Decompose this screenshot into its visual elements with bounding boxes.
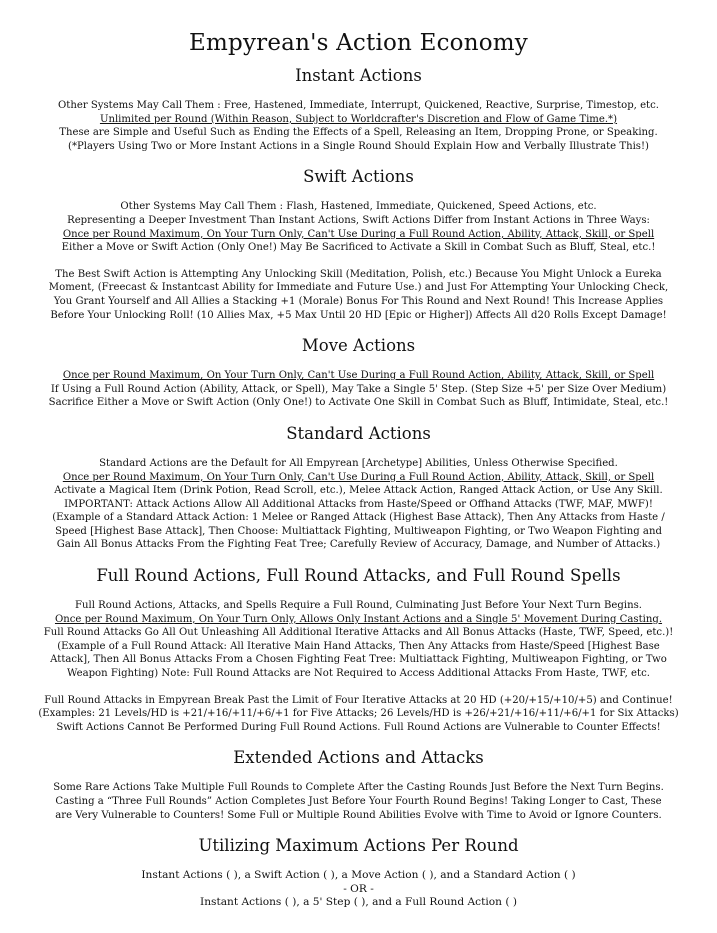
extended-actions-line-3: are Very Vulnerable to Counters! Some Full or Multiple Round Abilities Evolve with Time to Avoid or Ignore Counters. <box>55 809 662 821</box>
utilizing-option-1: Instant Actions ( ), a Swift Action ( ), a Move Action ( ), and a Standard Action ( ) <box>141 869 576 882</box>
instant-actions-line-4: (*Players Using Two or More Instant Actions in a Single Round Should Explain How and Verbally Illustrate This!) <box>68 140 649 152</box>
move-actions-line-1: Once per Round Maximum, On Your Turn Only, Can't Use During a Full Round Action, Ability, Attack, Skill, or Spell <box>62 370 655 382</box>
swift-actions-line-2: Representing a Deeper Investment Than Instant Actions, Swift Actions Differ from Instant Actions in Three Ways: <box>67 214 650 226</box>
extended-actions-section <box>26 748 691 822</box>
full-round-line-5: Attack], Then All Bonus Attacks From a Chosen Fighting Feat Tree: Multiattack Fighting, Multiweapon Fighting, or Two <box>50 654 667 666</box>
move-actions-heading: Move Actions <box>301 336 416 356</box>
standard-actions-line-3: Activate a Magical Item (Drink Potion, Read Scroll, etc.), Melee Attack Action, Ranged Attack Action, or Use Any Skill. <box>54 485 663 497</box>
swift-actions-line-1: Other Systems May Call Them : Flash, Hastened, Immediate, Quickened, Speed Actions, etc. <box>120 201 597 213</box>
move-actions-section <box>26 336 691 410</box>
extended-actions-line-2: Casting a “Three Full Rounds” Action Completes Just Before Your Fourth Round Begins! Taking Longer to Cast, These <box>55 796 662 807</box>
full-round-line-4: (Example of a Full Round Attack: All Iterative Main Hand Attacks, Then Any Attacks from Haste/Speed [Highest Base <box>57 640 660 652</box>
utilizing-option-2: Instant Actions ( ), a 5' Step ( ), and a Full Round Action ( ) <box>200 896 517 909</box>
standard-actions-line-2: Once per Round Maximum, On Your Turn Only, Can't Use During a Full Round Action, Ability, Attack, Skill, or Spell <box>62 471 655 483</box>
full-round-line-3: Full Round Attacks Go All Out Unleashing All Additional Iterative Attacks and All Bonus Attacks (Haste, TWF, Speed, etc.)! <box>43 627 674 639</box>
swift-actions-para2-line-2: Moment, (Freecast & Instantcast Ability for Immediate and Future Use.) and Just For Attempting Your Unlocking Check, <box>48 282 669 294</box>
full-round-section <box>26 566 691 734</box>
instant-actions-line-2: Unlimited per Round (Within Reason, Subject to Worldcrafter's Discretion and Flow of Game Time.*) <box>99 113 618 125</box>
swift-actions-heading: Swift Actions <box>303 167 414 187</box>
instant-actions-line-3: These are Simple and Useful Such as Ending the Effects of a Spell, Releasing an Item, Dropping Prone, or Speaking. <box>59 127 658 139</box>
standard-actions-line-5: (Example of a Standard Attack Action: 1 Melee or Ranged Attack (Highest Base Attack), Then Any Attacks from Haste / <box>52 512 665 524</box>
instant-actions-section <box>26 66 691 153</box>
page-title: Empyrean's Action Economy <box>189 30 528 56</box>
swift-actions-line-3: Once per Round Maximum, On Your Turn Only, Can't Use During a Full Round Action, Ability, Attack, Skill, or Spell <box>62 228 655 240</box>
full-round-line-1: Full Round Actions, Attacks, and Spells Require a Full Round, Culminating Just Before Your Next Turn Begins. <box>75 600 642 612</box>
full-round-para2-line-2: (Examples: 21 Levels/HD is +21/+16/+11/+6/+1 for Five Attacks; 26 Levels/HD is +26/+21/+16/+11/+6/+1 for Six Attacks) <box>38 708 679 720</box>
swift-actions-para2-line-1: The Best Swift Action is Attempting Any Unlocking Skill (Meditation, Polish, etc.) Because You Might Unlock a Eureka <box>55 268 662 280</box>
utilizing-max-actions-heading: Utilizing Maximum Actions Per Round <box>198 836 519 856</box>
utilizing-max-actions-section <box>26 836 691 910</box>
swift-actions-para2-line-3: You Grant Yourself and All Allies a Stacking +1 (Morale) Bonus For This Round and Next Round! This Increase Applies <box>53 295 664 307</box>
standard-actions-heading: Standard Actions <box>286 423 431 443</box>
standard-actions-line-6: Speed [Highest Base Attack], Then Choose: Multiattack Fighting, Multiweapon Fighting, or Two Weapon Fighting and <box>55 525 662 537</box>
standard-actions-line-7: Gain All Bonus Attacks From the Fighting Feat Tree; Carefully Review of Accuracy, Damage, and Number of Attacks.) <box>56 539 661 551</box>
full-round-heading: Full Round Actions, Full Round Attacks, and Full Round Spells <box>96 566 621 586</box>
instant-actions-line-1: Other Systems May Call Them : Free, Hastened, Immediate, Interrupt, Quickened, Reactive, Surprise, Timestop, etc. <box>58 100 659 111</box>
move-actions-line-3: Sacrifice Either a Move or Swift Action (Only One!) to Activate One Skill in Combat Such as Bluff, Intimidate, Steal, etc.! <box>48 397 669 409</box>
swift-actions-section <box>26 167 691 322</box>
standard-actions-section <box>26 424 691 552</box>
standard-actions-line-1: Standard Actions are the Default for All Empyrean [Archetype] Abilities, Unless Otherwise Specified. <box>99 457 618 469</box>
swift-actions-line-4: Either a Move or Swift Action (Only One!) May Be Sacrificed to Activate a Skill in Combat Such as Bluff, Steal, etc.! <box>61 242 656 254</box>
extended-actions-heading: Extended Actions and Attacks <box>233 748 484 768</box>
swift-actions-para2-line-4: Before Your Unlocking Roll! (10 Allies Max, +5 Max Until 20 HD [Epic or Higher]) Affects All d20 Rolls Except Damage! <box>50 309 667 321</box>
full-round-para2-line-1: Full Round Attacks in Empyrean Break Past the Limit of Four Iterative Attacks at 20 HD (+20/+15/+10/+5) and Continue! <box>44 694 673 706</box>
standard-actions-line-4: IMPORTANT: Attack Actions Allow All Additional Attacks from Haste/Speed or Offhand Attacks (TWF, MAF, MWF)! <box>64 498 653 510</box>
full-round-para2-line-3: Swift Actions Cannot Be Performed During Full Round Actions. Full Round Actions are Vulnerable to Counter Effects! <box>56 721 661 733</box>
move-actions-line-2: If Using a Full Round Action (Ability, Attack, or Spell), May Take a Single 5' Step. (Step Size +5' per Size Over Medium) <box>50 383 667 395</box>
extended-actions-line-1: Some Rare Actions Take Multiple Full Rounds to Complete After the Casting Rounds Just Before the Next Turn Begins. <box>53 782 664 794</box>
full-round-line-2: Once per Round Maximum, On Your Turn Only, Allows Only Instant Actions and a Single 5' Movement During Casting. <box>54 613 663 625</box>
full-round-line-6: Weapon Fighting) Note: Full Round Attacks are Not Required to Access Additional Attacks From Haste, TWF, etc. <box>67 668 650 680</box>
instant-actions-heading: Instant Actions <box>295 66 422 85</box>
utilizing-or-separator: - OR - <box>343 882 374 895</box>
